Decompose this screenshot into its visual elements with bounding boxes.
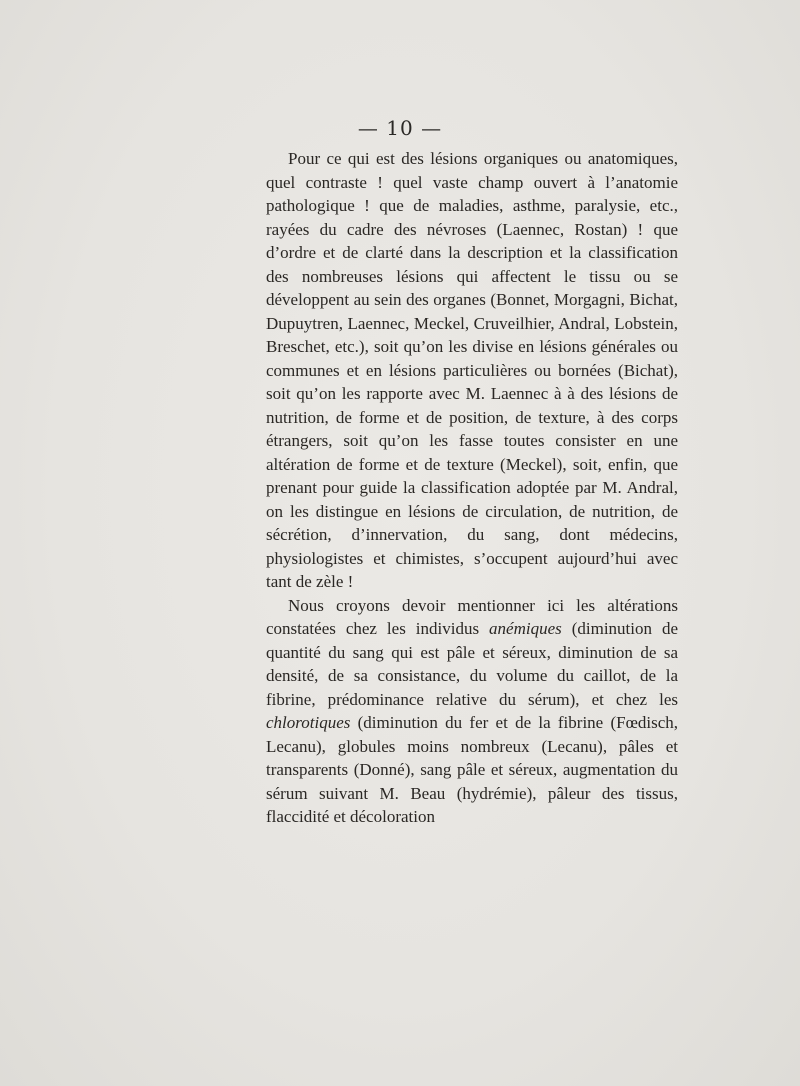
page-number: — 10 — xyxy=(357,116,443,140)
paragraph-1-text: Pour ce qui est des lésions organiques ou anatomiques, quel contraste ! quel vaste champ ouvert à l’anatomie pathologique ! que de maladies, asthme, paralysie, etc., rayées du cadre des névroses (Laennec, Rostan) ! que d’ordre et de clarté dans la description et la classification des nombreuses lésions qui affectent le tissu ou se développent au sein des organes (Bonnet, Morgagni, Bichat, Dupuytren, Laennec, Meckel, Cruveilhier, Andral, Lobstein, Breschet, etc.), soit qu’on les divise en lésions générales ou communes et en lésions particulières ou bornées (Bichat), soit qu’on les rapporte avec M. Laennec à à des lésions de nutrition, de forme et de position, de texture, à des corps étrangers, soit qu’on les fasse toutes consister en une altération de forme et de texture (Meckel), soit, enfin, que prenant pour guide la classification adoptée par M. Andral, on les distingue en lésions de circulation, de nutrition, de sécrétion, d’innervation, du sang, dont médecins, physiologistes et chimistes, s’occupent aujourd’hui avec tant de zèle ! xyxy=(266,149,678,591)
term-anemiques: anémiques xyxy=(489,619,562,638)
body-text xyxy=(266,147,678,829)
paragraph-2-text-c: (diminution du fer et de la fibrine (Fœdisch, Lecanu), globules moins nombreux (Lecanu), pâles et transparents (Donné), sang pâle et séreux, augmentation du sérum suivant M. Beau (hydrémie), pâleur des tissus, flaccidité et décoloration xyxy=(266,713,678,826)
paragraph-1 xyxy=(266,147,678,594)
paragraph-2-text-b: (diminution de quantité du sang qui est pâle et séreux, diminution de sa densité, de sa consistance, du volume du caillot, de la fibrine, prédominance relative du sérum), et chez les xyxy=(266,619,678,709)
paragraph-2 xyxy=(266,594,678,829)
paragraph-2-text-a: Nous croyons devoir mentionner ici les altérations constatées chez les individus xyxy=(266,595,678,638)
term-chlorotiques: chlorotiques xyxy=(266,713,351,732)
